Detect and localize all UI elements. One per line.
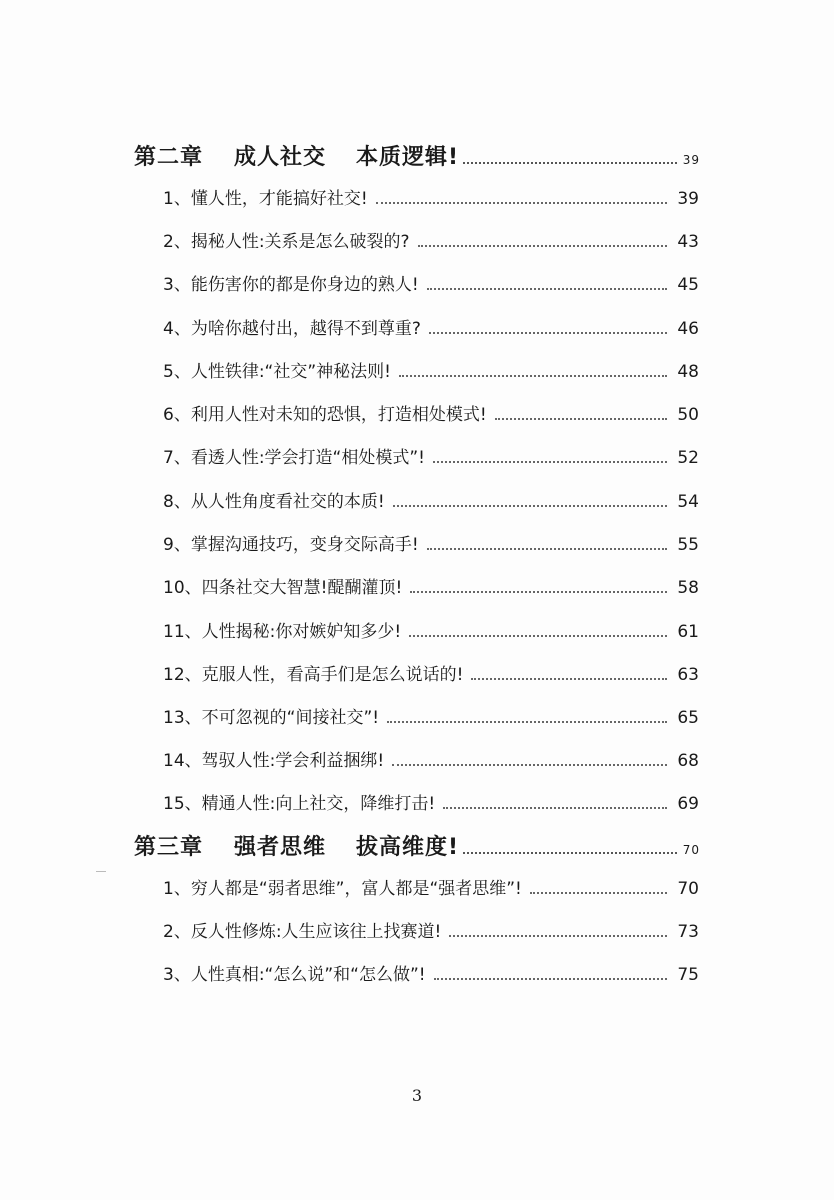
dot-leader	[427, 288, 668, 290]
entry-number: 14、	[163, 751, 202, 771]
entry-number: 3、	[163, 275, 191, 295]
entry-title: 利用人性对未知的恐惧，打造相处模式!	[190, 405, 487, 425]
dot-leader	[410, 591, 667, 593]
entry-number: 1、	[163, 879, 191, 899]
toc-entry	[163, 400, 699, 425]
dot-leader	[495, 418, 668, 420]
chapter-heading	[134, 140, 700, 171]
entry-title: 人性真相:“怎么说”和“怎么做”!	[190, 965, 426, 985]
dot-leader	[387, 721, 667, 723]
entry-number: 9、	[163, 535, 191, 555]
entry-page-number: 58	[677, 578, 699, 598]
toc-entry	[163, 487, 699, 512]
entry-number: 10、	[163, 578, 202, 598]
entry-title: 从人性角度看社交的本质!	[190, 492, 385, 512]
entry-title: 精通人性:向上社交，降维打击!	[201, 794, 436, 814]
dot-leader	[427, 548, 668, 550]
entry-page-number: 45	[677, 275, 699, 295]
entry-title: 掌握沟通技巧，变身交际高手!	[190, 535, 419, 555]
dot-leader	[393, 505, 668, 507]
entry-page-number: 50	[677, 405, 699, 425]
entry-page-number: 70	[677, 879, 699, 899]
entry-title: 驾驭人性:学会利益捆绑!	[201, 751, 385, 771]
entry-title: 反人性修炼:人生应该往上找赛道!	[190, 922, 442, 942]
entry-number: 4、	[163, 319, 191, 339]
dot-leader	[449, 935, 667, 937]
chapter-heading	[134, 830, 700, 861]
toc-entry	[163, 960, 699, 985]
entry-page-number: 54	[677, 492, 699, 512]
entry-page-number: 69	[677, 794, 699, 814]
entry-number: 8、	[163, 492, 191, 512]
entry-page-number: 73	[677, 922, 699, 942]
dot-leader	[463, 162, 677, 164]
toc-entry	[163, 703, 699, 728]
entry-number: 2、	[163, 232, 191, 252]
chapter-label: 第三章	[134, 835, 204, 860]
toc-entry	[163, 660, 699, 685]
dot-leader	[376, 202, 668, 204]
toc-entry	[163, 789, 699, 814]
entry-page-number: 75	[677, 965, 699, 985]
toc-entry	[163, 573, 699, 598]
toc-entry	[163, 270, 699, 295]
dot-leader	[418, 245, 668, 247]
dot-leader	[471, 678, 667, 680]
entry-title: 人性铁律:“社交”神秘法则!	[190, 362, 391, 382]
dot-leader	[530, 892, 667, 894]
entry-page-number: 46	[677, 319, 699, 339]
dot-leader	[392, 764, 667, 766]
chapter-title-part1: 成人社交	[234, 145, 327, 170]
chapter-page-number: 70	[682, 843, 700, 857]
entry-page-number: 39	[677, 189, 699, 209]
dot-leader	[409, 635, 667, 637]
chapter-page-number: 39	[682, 153, 700, 167]
toc-entry	[163, 443, 699, 468]
dot-leader	[434, 978, 668, 980]
entry-title: 能伤害你的都是你身边的熟人!	[190, 275, 419, 295]
entry-page-number: 48	[677, 362, 699, 382]
dot-leader	[429, 332, 668, 334]
toc-entry	[163, 917, 699, 942]
toc-entry	[163, 357, 699, 382]
entry-page-number: 55	[677, 535, 699, 555]
dot-leader	[433, 461, 667, 463]
entry-page-number: 63	[677, 665, 699, 685]
entry-page-number: 68	[677, 751, 699, 771]
toc-entry	[163, 617, 699, 642]
entry-number: 6、	[163, 405, 191, 425]
dot-leader	[463, 852, 677, 854]
dot-leader	[399, 375, 667, 377]
entry-page-number: 65	[677, 708, 699, 728]
entry-number: 7、	[163, 448, 191, 468]
entry-title: 揭秘人性:关系是怎么破裂的?	[190, 232, 410, 252]
toc-entry	[163, 874, 699, 899]
entry-title: 为啥你越付出，越得不到尊重?	[190, 319, 421, 339]
entry-title: 看透人性:学会打造“相处模式”!	[190, 448, 425, 468]
chapter-title-part1: 强者思维	[234, 835, 327, 860]
entry-page-number: 61	[677, 622, 699, 642]
entry-number: 15、	[163, 794, 202, 814]
toc-entry	[163, 746, 699, 771]
entry-title: 懂人性，才能搞好社交!	[190, 189, 368, 209]
entry-page-number: 52	[677, 448, 699, 468]
entry-number: 13、	[163, 708, 202, 728]
entry-number: 1、	[163, 189, 191, 209]
entry-number: 12、	[163, 665, 202, 685]
toc-entry	[163, 227, 699, 252]
entry-title: 不可忽视的“间接社交”!	[201, 708, 380, 728]
entry-number: 11、	[163, 622, 202, 642]
entry-title: 四条社交大智慧!醍醐灌顶!	[201, 578, 403, 598]
chapter-label: 第二章	[134, 145, 204, 170]
entry-number: 5、	[163, 362, 191, 382]
toc-entry	[163, 530, 699, 555]
entry-number: 2、	[163, 922, 191, 942]
entry-number: 3、	[163, 965, 191, 985]
entry-title: 克服人性，看高手们是怎么说话的!	[201, 665, 464, 685]
margin-mark	[96, 871, 106, 872]
toc-entry	[163, 314, 699, 339]
entry-title: 人性揭秘:你对嫉妒知多少!	[201, 622, 402, 642]
toc-entry	[163, 184, 699, 209]
chapter-title-part2: 本质逻辑!	[356, 145, 460, 170]
entry-title: 穷人都是“弱者思维”，富人都是“强者思维”!	[190, 879, 522, 899]
page-number: 3	[411, 1086, 423, 1105]
dot-leader	[443, 807, 667, 809]
chapter-title-part2: 拔高维度!	[356, 835, 460, 860]
entry-page-number: 43	[677, 232, 699, 252]
